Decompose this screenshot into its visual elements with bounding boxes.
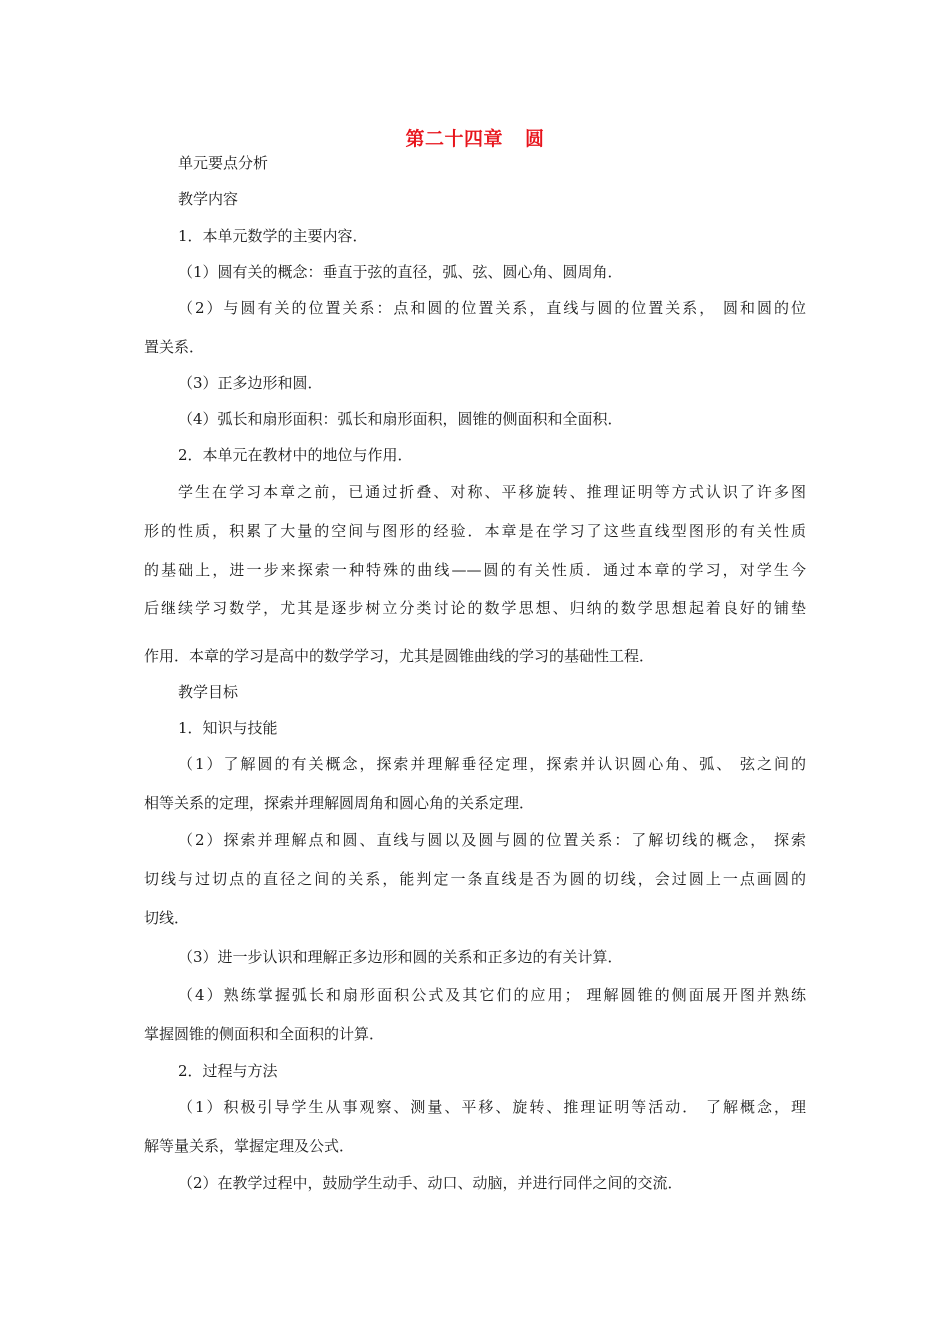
- paragraph-line: 切线．: [144, 909, 190, 927]
- paragraph-line: （1）了解圆的有关概念，探索并理解垂径定理，探索并认识圆心角、弧、 弦之间的: [178, 755, 806, 773]
- chapter-number: 第二十四章: [405, 128, 503, 150]
- paragraph-line: 解等量关系，掌握定理及公式．: [144, 1137, 355, 1155]
- paragraph-line: 形的性质，积累了大量的空间与图形的经验．本章是在学习了这些直线型图形的有关性质: [144, 522, 806, 540]
- chapter-subject: 圆: [525, 128, 545, 150]
- paragraph-line: （1）圆有关的概念：垂直于弦的直径，弧、弦、圆心角、圆周角．: [178, 263, 623, 281]
- paragraph-line: （2）在教学过程中，鼓励学生动手、动口、动脑，并进行同伴之间的交流．: [178, 1174, 683, 1192]
- section-heading-teaching-content: 教学内容: [178, 190, 239, 208]
- paragraph-line: （4）熟练掌握弧长和扇形面积公式及其它们的应用； 理解圆锥的侧面展开图并熟练: [178, 986, 806, 1004]
- section-heading-unit-analysis: 单元要点分析: [178, 154, 269, 172]
- paragraph-line: 置关系．: [144, 338, 205, 356]
- paragraph-line: （4）弧长和扇形面积：弧长和扇形面积，圆锥的侧面积和全面积．: [178, 410, 623, 428]
- paragraph-line: 2．本单元在教材中的地位与作用．: [178, 446, 413, 464]
- paragraph-line: （2）与圆有关的位置关系：点和圆的位置关系，直线与圆的位置关系， 圆和圆的位: [178, 299, 806, 317]
- paragraph-line: 作用．本章的学习是高中的数学学习，尤其是圆锥曲线的学习的基础性工程．: [144, 647, 655, 665]
- paragraph-line: （3）正多边形和圆．: [178, 374, 323, 392]
- paragraph-line: 1．本单元数学的主要内容．: [178, 227, 368, 245]
- section-heading-teaching-goals: 教学目标: [178, 683, 239, 701]
- paragraph-line: （1）积极引导学生从事观察、测量、平移、旋转、推理证明等活动． 了解概念，理: [178, 1098, 806, 1116]
- paragraph-line: 2．过程与方法: [178, 1062, 278, 1080]
- paragraph-line: 学生在学习本章之前，已通过折叠、对称、平移旋转、推理证明等方式认识了许多图: [178, 483, 806, 501]
- paragraph-line: 掌握圆锥的侧面积和全面积的计算．: [144, 1025, 385, 1043]
- paragraph-line: （2）探索并理解点和圆、直线与圆以及圆与圆的位置关系：了解切线的概念， 探索: [178, 831, 806, 849]
- paragraph-line: 相等关系的定理，探索并理解圆周角和圆心角的关系定理．: [144, 794, 535, 812]
- paragraph-line: 1．知识与技能: [178, 719, 278, 737]
- paragraph-line: （3）进一步认识和理解正多边形和圆的关系和正多边的有关计算．: [178, 948, 623, 966]
- paragraph-line: 后继续学习数学，尤其是逐步树立分类讨论的数学思想、归纳的数学思想起着良好的铺垫: [144, 599, 806, 617]
- paragraph-line: 的基础上，进一步来探索一种特殊的曲线——圆的有关性质．通过本章的学习，对学生今: [144, 561, 806, 579]
- paragraph-line: 切线与过切点的直径之间的关系，能判定一条直线是否为圆的切线，会过圆上一点画圆的: [144, 870, 806, 888]
- chapter-title: [0, 124, 950, 151]
